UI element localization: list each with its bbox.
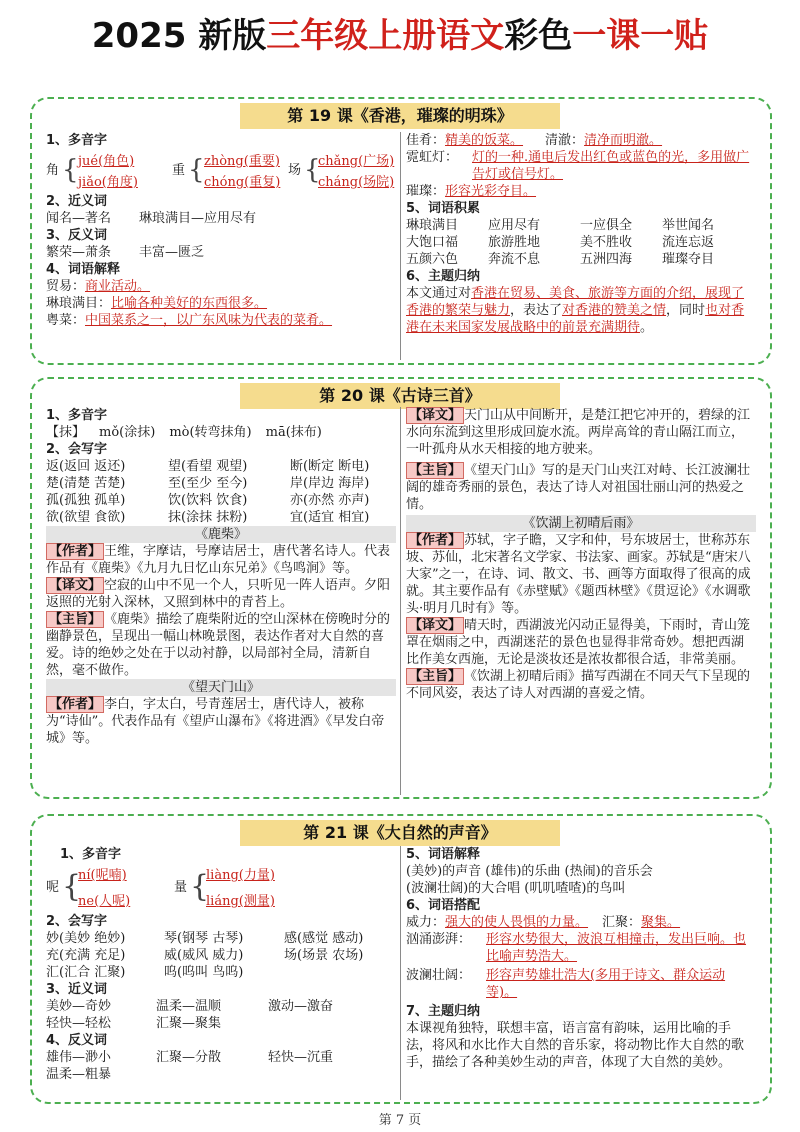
- table-cell: 温柔—粗暴: [46, 1067, 112, 1082]
- lesson-20-left: 1、多音字 【抹】 mǒ(涂抹) mò(转弯抹角) mā(抹布) 2、会写字 返(返回 返还) 望(看望 观望) 断(断定 断电) 楚(清楚 苦楚) 至(至少 至今) 岸(岸边 海岸) 孤(孤独 孤单) 饮(饮料 饮食) 亦(亦然 亦声) 欲(欲望 食欲) 抹(涂抹 抹粉) 宜(适宜 相宜) 《鹿柴》 【作者】 王维，字摩诘，号摩诘居士，唐代著名诗人。代表作品有《鹿柴》《九月九日忆山东兄弟》《鸟鸣涧》等。 【译文】 空寂的山中不见一个人，只听见一阵人语声。夕阳返照的光射入深林，又照到林中的青苔上。 【主旨】 《鹿柴》描绘了鹿柴附近的空山深林在傍晚时分的幽静景色，呈现出一幅山林晚景图，表达作者对大自然的喜爱。诗的绝妙之处在于以动衬静，以局部衬全局，清新自然，毫不做作。 《望天门山》 【作者】 李白，字太白，号青莲居士，唐代诗人，被称为“诗仙”。代表作品有《望庐山瀑布》《将进酒》《早发白帝城》等。: [46, 407, 396, 795]
- table-cell: 感(感觉 感动): [284, 931, 364, 946]
- write-chars-table: [46, 930, 396, 981]
- table-cell: 充(充满 充足): [46, 948, 126, 963]
- poem-title-xihu: 《饮湖上初晴后雨》: [406, 515, 756, 532]
- luzhai-author: 【作者】 王维，字摩诘，号摩诘居士，唐代著名诗人。代表作品有《鹿柴》《九月九日忆山东兄弟》《鸟鸣涧》等。: [46, 544, 391, 576]
- table-cell: 抹(涂抹 抹粉): [168, 510, 248, 525]
- antonym-table: [46, 1049, 396, 1083]
- table-cell: 望(看望 观望): [168, 459, 248, 474]
- poem-title-tianmenshan: 《望天门山》: [46, 679, 396, 696]
- page-title: 2025 新版三年级上册语文彩色一课一贴: [91, 16, 709, 56]
- table-cell: 饮(饮料 饮食): [168, 493, 248, 508]
- word-accumulation-table: [406, 217, 756, 268]
- table-cell: 五洲四海: [580, 252, 633, 267]
- word-nihongdeng: 霓虹灯： 灯的一种.通电后发出红色或蓝色的光，多用做广告灯或信号灯。: [406, 150, 750, 182]
- table-cell: 断(断定 断电): [290, 459, 370, 474]
- table-cell: 楚(清楚 苦楚): [46, 476, 126, 491]
- polyphone-table: 角 { jué(角色) jiǎo(角度) 重 { zhòng(重要) chóng(重复) 场 { chǎng(广场) cháng(场院): [46, 154, 395, 190]
- polyphone-table: 呢 { ní(呢喃) ne(人呢) 量 { liàng(力量) liáng(测量): [46, 868, 275, 909]
- table-cell: 妙(美妙 绝妙): [46, 931, 126, 946]
- antonym-row: 繁荣—萧条 丰富—匮乏: [46, 245, 205, 260]
- table-cell: 旅游胜地: [488, 235, 541, 250]
- table-row: [46, 1015, 396, 1032]
- table-row: [46, 930, 396, 947]
- lesson-21-title: 第 21 课《大自然的声音》: [240, 820, 560, 846]
- table-cell: 轻快—沉重: [268, 1050, 334, 1065]
- jiao-reading-1: jué(角色): [78, 154, 135, 169]
- table-cell: 汇聚—分散: [156, 1050, 222, 1065]
- table-cell: 呜(呜叫 鸟呜): [164, 965, 244, 980]
- match-1: 威力：强大的使人畏惧的力量。 汇聚：聚集。: [406, 915, 681, 930]
- table-cell: 应用尽有: [488, 218, 541, 233]
- write-chars-table: [46, 458, 396, 526]
- table-cell: 返(返回 返还): [46, 459, 126, 474]
- match-3: 波澜壮阔： 形容声势雄壮浩大(多用于诗文、群众运动等)。: [406, 968, 726, 1000]
- page-number: 第 7 页: [378, 1113, 422, 1128]
- table-cell: 流连忘返: [662, 235, 715, 250]
- luzhai-translation: 【译文】 空寂的山中不见一个人，只听见一阵人语声。夕阳返照的光射入深林，又照到林中的青苔上。: [46, 578, 391, 610]
- explain-1: 贸易：商业活动。: [46, 279, 151, 294]
- tianmenshan-author: 【作者】 李白，字太白，号青莲居士，唐代诗人，被称为“诗仙”。代表作品有《望庐山瀑布》《将进酒》《早发白帝城》等。: [46, 697, 385, 746]
- table-cell: 宜(适宜 相宜): [290, 510, 370, 525]
- table-cell: 场(场景 农场): [284, 948, 364, 963]
- table-cell: 璀璨夺目: [662, 252, 715, 267]
- table-cell: 美妙—奇妙: [46, 999, 112, 1014]
- table-cell: 轻快—轻松: [46, 1016, 112, 1031]
- lesson-19-title: 第 19 课《香港，璀璨的明珠》: [240, 103, 560, 129]
- lesson-20-title: 第 20 课《古诗三首》: [240, 383, 560, 409]
- table-cell: 举世闻名: [662, 218, 715, 233]
- table-cell: 岸(岸边 海岸): [290, 476, 370, 491]
- polyphone-mo: 【抹】 mǒ(涂抹) mò(转弯抹角) mā(抹布): [46, 425, 322, 440]
- table-cell: 雄伟—渺小: [46, 1050, 112, 1065]
- xihu-theme: 【主旨】 《饮湖上初晴后雨》描写西湖在不同天气下呈现的不同风姿，表达了诗人对西湖的喜爱之情。: [406, 669, 751, 701]
- table-row: [406, 251, 756, 268]
- table-cell: 欲(欲望 食欲): [46, 510, 126, 525]
- poem-title-luzhai: 《鹿柴》: [46, 526, 396, 543]
- lesson-19-left: 1、多音字 角 { jué(角色) jiǎo(角度) 重 { zhòng(重要) chóng(重复) 场 { chǎng(广场) cháng(场院) 2、近义词 闻名—著名 琳琅满目—应用尽有 3、反义词 繁荣—萧条 丰富—匮乏 4、词语解释 贸易：商业活动。 琳琅满目：比喻各种美好的东西很多。 粤菜：中国菜系之一，以广东风味为代表的菜肴。: [46, 133, 395, 328]
- table-row: [46, 509, 396, 526]
- lesson-20-right: [406, 407, 756, 795]
- match-2: 汹涌澎湃： 形容水势很大，波浪互相撞击，发出巨响。也比喻声势浩大。: [406, 932, 747, 964]
- column-divider: [400, 846, 401, 1100]
- table-cell: 一应俱全: [580, 218, 633, 233]
- table-row: [406, 217, 756, 234]
- jiao-reading-2: jiǎo(角度): [78, 175, 138, 190]
- table-row: [46, 492, 396, 509]
- table-cell: 大饱口福: [406, 235, 459, 250]
- theme-summary: 本文通过对香港在贸易、美食、旅游等方面的介绍，展现了香港的繁荣与魅力，表达了对香港的赞美之情，同时也对香港在未来国家发展战略中的前景充满期待。: [406, 286, 745, 335]
- synonym-table: [46, 998, 396, 1032]
- table-cell: 汇聚—聚集: [156, 1016, 222, 1031]
- lesson-19-right: 佳肴：精美的饭菜。 清澈：清净而明澈。 霓虹灯： 灯的一种.通电后发出红色或蓝色的光，多用做广告灯或信号灯。 璀璨：形容光彩夺目。 5、词语积累 琳琅满目 应用尽有 一应俱全 举世闻名 大饱口福 旅游胜地 美不胜收 流连忘返 五颜六色 奔流不息 五洲四海 璀璨夺目 6、主题归纳 本文通过对香港在贸易、美食、旅游等方面的介绍，展现了香港的繁荣与魅力，表达了对香港的赞美之情，同时也对香港在未来国家发展战略中的前景充满期待。: [406, 132, 756, 362]
- table-cell: 奔流不息: [488, 252, 541, 267]
- xihu-author: 【作者】 苏轼，字子瞻，又字和仲，号东坡居士，世称苏东坡、苏仙，北宋著名文学家、书法家、画家。苏轼是“唐宋八大家”之一，在诗、词、散文、书、画等方面取得了很高的成就。其主要作品有《赤壁赋》《题西林壁》《贯逗论》《水调歌头·明月几时有》等。: [406, 533, 751, 616]
- table-cell: 琳琅满目: [406, 218, 459, 233]
- table-cell: 汇(汇合 汇聚): [46, 965, 126, 980]
- table-row: [46, 475, 396, 492]
- table-row: [406, 234, 756, 251]
- table-cell: 亦(亦然 亦声): [290, 493, 370, 508]
- table-row: [46, 964, 396, 981]
- table-row: [46, 1066, 396, 1083]
- explain-2: 琳琅满目：比喻各种美好的东西很多。: [46, 296, 268, 311]
- table-cell: 至(至少 至今): [168, 476, 248, 491]
- tianmenshan-translation: 【译文】 天门山从中间断开，是楚江把它冲开的，碧绿的江水向东流到这里形成回旋水流。两岸高耸的青山隔江而立，一叶孤舟从水天相接的地方驶来。: [406, 408, 751, 457]
- table-row: [46, 947, 396, 964]
- word-jiayao: 佳肴：精美的饭菜。 清澈：清净而明澈。: [406, 133, 663, 148]
- lesson-21-right: 5、词语解释 (美妙)的声音 (雄伟)的乐曲 (热闹)的音乐会 (波澜壮阔)的大合唱 (叽叽喳喳)的鸟叫 6、词语搭配 威力：强大的使人畏惧的力量。 汇聚：聚集。 汹涌澎湃： 形容水势很大，波浪互相撞击，发出巨响。也比喻声势浩大。 波澜壮阔： 形容声势雄壮浩大(多用于诗文、群众运动等)。 7、主题归纳 本课视角独特，联想丰富，语言富有韵味，运用比喻的手法，将风和水比作大自然的音乐家，将动物比作大自然的歌手，描绘了各种美妙生动的声音，体现了大自然的美妙。: [406, 846, 756, 1102]
- table-cell: 琴(钢琴 古琴): [164, 931, 244, 946]
- column-divider: [400, 132, 401, 360]
- table-cell: 美不胜收: [580, 235, 633, 250]
- table-row: [46, 998, 396, 1015]
- synonym-row: 闻名—著名 琳琅满目—应用尽有: [46, 211, 257, 226]
- word-cuican: 璀璨：形容光彩夺目。: [406, 184, 537, 199]
- explain-3: 粤菜：中国菜系之一，以广东风味为代表的菜肴。: [46, 313, 333, 328]
- tianmenshan-theme: 【主旨】 《望天门山》写的是天门山夹江对峙、长江波澜壮阔的雄奇秀丽的景色，表达了诗人对祖国壮丽山河的热爱之情。: [406, 463, 751, 512]
- table-cell: 温柔—温顺: [156, 999, 222, 1014]
- xihu-translation: 【译文】 晴天时，西湖波光闪动正显得美，下雨时，青山笼罩在烟雨之中，西湖迷茫的景色也显得非常奇妙。想把西湖比作美女西施，无论是淡妆还是浓妆都很合适，非常美丽。: [406, 618, 751, 667]
- table-row: [46, 1049, 396, 1066]
- table-cell: 威(威风 威力): [164, 948, 244, 963]
- luzhai-theme: 【主旨】 《鹿柴》描绘了鹿柴附近的空山深林在傍晚时分的幽静景色，呈现出一幅山林晚景图，表达作者对大自然的喜爱。诗的绝妙之处在于以动衬静，以局部衬全局，清新自然，毫不做作。: [46, 612, 391, 678]
- theme-summary: 本课视角独特，联想丰富，语言富有韵味，运用比喻的手法，将风和水比作大自然的音乐家，将动物比作大自然的歌手，描绘了各种美妙生动的声音，体现了大自然的美妙。: [406, 1021, 745, 1070]
- table-cell: 激动—激奋: [268, 999, 334, 1014]
- column-divider: [400, 407, 401, 795]
- table-row: [46, 458, 396, 475]
- table-cell: 孤(孤独 孤单): [46, 493, 126, 508]
- table-cell: 五颜六色: [406, 252, 459, 267]
- lesson-21-left: 1、多音字 呢 { ní(呢喃) ne(人呢) 量 { liàng(力量) liáng(测量) 2、会写字 妙(美妙 绝妙) 琴(钢琴 古琴) 感(感觉 感动) 充(充满 充足) 威(威风 威力) 场(场景 农场) 汇(汇合 汇聚) 呜(呜叫 鸟呜) 3、近义词 美妙—奇妙 温柔—温顺 激动—激奋 轻快—轻松 汇聚—聚集 4、反义词 雄伟—渺小 汇聚—分散 轻快—沉重 温柔—粗暴: [46, 846, 396, 1102]
